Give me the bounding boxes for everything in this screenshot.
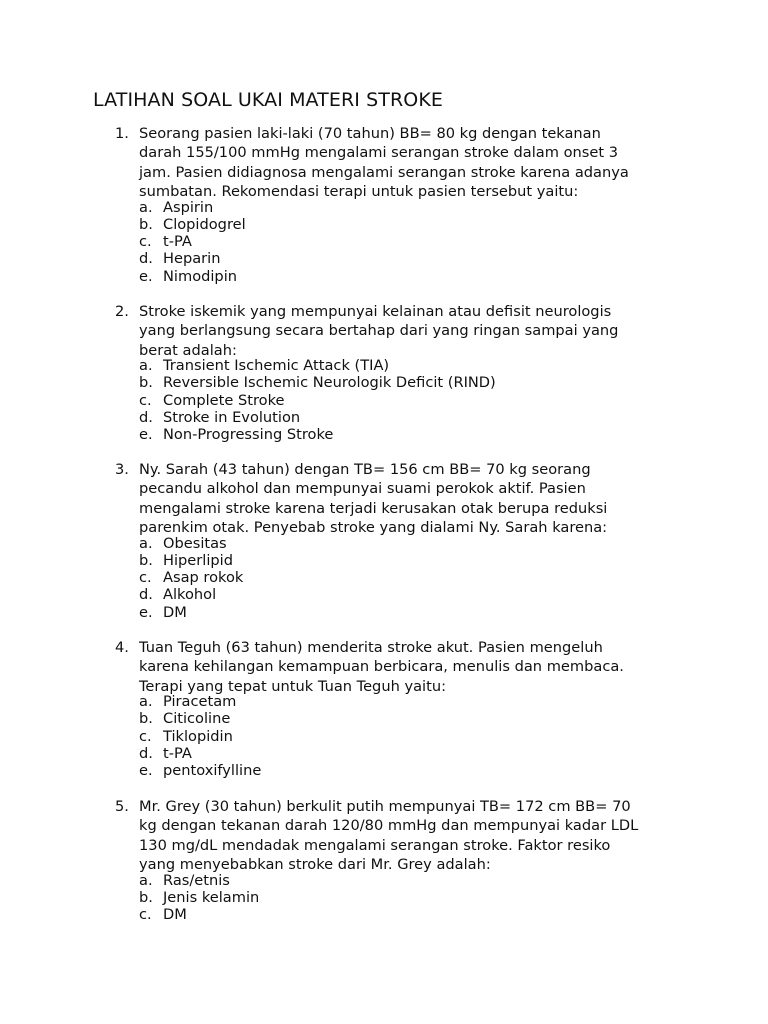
answer-option	[139, 604, 639, 621]
answer-option	[139, 199, 639, 216]
answer-option	[139, 250, 639, 267]
question-text-line: darah 155/100 mmHg mengalami serangan stroke dalam onset 3	[139, 144, 618, 162]
answer-option	[139, 409, 639, 426]
question-text-line: yang berlangsung secara bertahap dari yang ringan sampai yang	[139, 322, 619, 340]
question-text-line: sumbatan. Rekomendasi terapi untuk pasien tersebut yaitu:	[139, 183, 579, 201]
option-letter: d.	[139, 586, 153, 604]
question-number: 2.	[115, 303, 129, 320]
option-letter: a.	[139, 693, 153, 711]
answer-option	[139, 872, 639, 889]
option-letter: b.	[139, 710, 153, 728]
question-text-line: Stroke iskemik yang mempunyai kelainan atau defisit neurologis	[139, 303, 612, 320]
answer-option	[139, 357, 639, 374]
answer-option	[139, 693, 639, 710]
option-letter: d.	[139, 250, 153, 268]
option-text: Hiperlipid	[163, 551, 233, 569]
answer-options	[139, 357, 639, 443]
option-letter: b.	[139, 374, 153, 392]
option-letter: c.	[139, 233, 152, 251]
option-text: Alkohol	[163, 586, 217, 604]
question-number: 5.	[115, 798, 129, 815]
question-text-line: 130 mg/dL mendadak mengalami serangan stroke. Faktor resiko	[139, 836, 611, 854]
answer-option	[139, 552, 639, 569]
answer-option	[139, 762, 639, 779]
question-number: 4.	[115, 639, 129, 656]
option-text: Nimodipin	[163, 267, 238, 285]
question-text-line: parenkim otak. Penyebab stroke yang dialami Ny. Sarah karena:	[139, 519, 608, 537]
option-letter: c.	[139, 906, 152, 924]
option-text: t-PA	[163, 745, 192, 763]
answer-option	[139, 268, 639, 285]
option-letter: e.	[139, 426, 153, 444]
answer-option	[139, 586, 639, 603]
question-text-line: yang menyebabkan stroke dari Mr. Grey adalah:	[139, 856, 491, 874]
question-number: 1.	[115, 125, 129, 142]
question-text-line: berat adalah:	[139, 341, 237, 359]
option-letter: c.	[139, 569, 152, 587]
question-text-line: kg dengan tekanan darah 120/80 mmHg dan mempunyai kadar LDL	[139, 817, 639, 835]
option-text: Obesitas	[163, 534, 227, 552]
answer-option	[139, 374, 639, 391]
question-number: 3.	[115, 461, 129, 478]
option-text: Tiklopidin	[163, 727, 233, 745]
option-letter: d.	[139, 409, 153, 427]
answer-option	[139, 906, 639, 923]
option-text: Transient Ischemic Attack (TIA)	[163, 357, 390, 375]
option-text: t-PA	[163, 233, 192, 251]
question-text-line: jam. Pasien didiagnosa mengalami serangan stroke karena adanya	[139, 163, 629, 181]
option-letter: e.	[139, 762, 153, 780]
option-text: Ras/etnis	[163, 871, 230, 889]
option-letter: a.	[139, 871, 153, 889]
answer-options	[139, 535, 639, 621]
option-text: Complete Stroke	[163, 391, 285, 409]
question-text-line: mengalami stroke karena terjadi kerusakan otak berupa reduksi	[139, 499, 608, 517]
option-letter: b.	[139, 215, 153, 233]
option-text: Non-Progressing Stroke	[163, 426, 334, 444]
option-letter: e.	[139, 267, 153, 285]
answer-option	[139, 710, 639, 727]
option-letter: a.	[139, 198, 153, 216]
option-letter: e.	[139, 603, 153, 621]
answer-option	[139, 426, 639, 443]
option-letter: b.	[139, 551, 153, 569]
question-text-line: karena kehilangan kemampuan berbicara, menulis dan membaca.	[139, 658, 624, 676]
question-text-line: pecandu alkohol dan mempunyai suami perokok aktif. Pasien	[139, 480, 586, 498]
question-text-line: Terapi yang tepat untuk Tuan Teguh yaitu:	[139, 677, 446, 695]
option-letter: b.	[139, 888, 153, 906]
answer-option	[139, 392, 639, 409]
option-text: Aspirin	[163, 198, 214, 216]
option-text: Jenis kelamin	[163, 888, 260, 906]
option-text: Citicoline	[163, 710, 231, 728]
option-text: pentoxifylline	[163, 762, 262, 780]
answer-option	[139, 728, 639, 745]
answer-options	[139, 693, 639, 779]
question-text	[139, 460, 669, 538]
answer-option	[139, 569, 639, 586]
option-text: Piracetam	[163, 693, 237, 711]
option-letter: c.	[139, 727, 152, 745]
question-text	[139, 302, 669, 360]
option-text: Reversible Ischemic Neurologik Deficit (RIND)	[163, 374, 496, 392]
answer-option	[139, 216, 639, 233]
answer-options	[139, 199, 639, 285]
question-text-line: Ny. Sarah (43 tahun) dengan TB= 156 cm BB= 70 kg seorang	[139, 461, 591, 478]
option-text: Clopidogrel	[163, 215, 246, 233]
answer-option	[139, 535, 639, 552]
option-letter: a.	[139, 357, 153, 375]
option-text: DM	[163, 906, 187, 924]
option-text: Stroke in Evolution	[163, 409, 301, 427]
option-text: Heparin	[163, 250, 221, 268]
question-text-line: Tuan Teguh (63 tahun) menderita stroke akut. Pasien mengeluh	[139, 639, 603, 656]
question-text-line: Seorang pasien laki-laki (70 tahun) BB= 80 kg dengan tekanan	[139, 125, 601, 142]
answer-option	[139, 889, 639, 906]
answer-option	[139, 745, 639, 762]
answer-options	[139, 872, 639, 924]
option-letter: a.	[139, 534, 153, 552]
question-text	[139, 638, 669, 696]
option-text: DM	[163, 603, 187, 621]
page-title: LATIHAN SOAL UKAI MATERI STROKE	[93, 89, 444, 111]
option-letter: d.	[139, 745, 153, 763]
option-letter: c.	[139, 391, 152, 409]
question-text	[139, 797, 669, 875]
option-text: Asap rokok	[163, 569, 244, 587]
question-text-line: Mr. Grey (30 tahun) berkulit putih mempunyai TB= 172 cm BB= 70	[139, 798, 631, 815]
answer-option	[139, 233, 639, 250]
question-text	[139, 124, 669, 202]
